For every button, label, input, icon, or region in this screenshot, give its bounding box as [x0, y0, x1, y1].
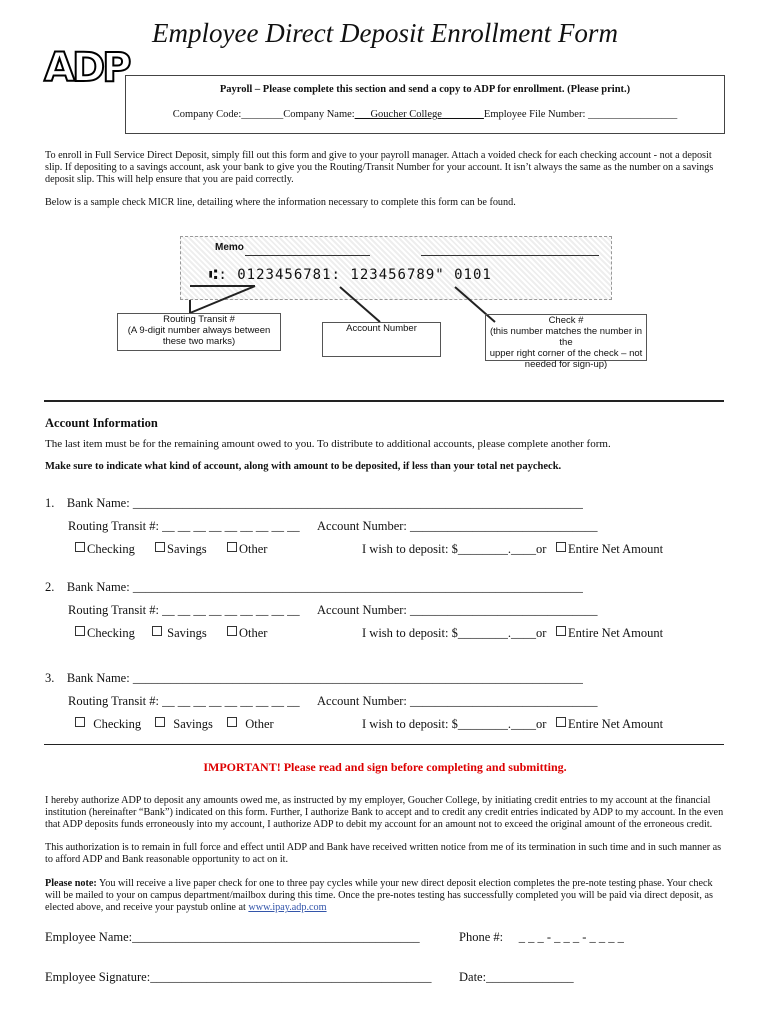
micr-line: ⑆: 0123456781: 123456789" 0101: [209, 267, 492, 283]
account-1-other[interactable]: Other: [227, 542, 267, 557]
account-1-deposit-amount[interactable]: I wish to deposit: $________.____or: [362, 542, 547, 556]
checkbox[interactable]: [75, 542, 85, 552]
account-info-heading: Account Information: [45, 416, 158, 430]
checkbox[interactable]: [556, 542, 566, 552]
account-3-savings[interactable]: Savings: [155, 717, 213, 732]
checkbox[interactable]: [227, 542, 237, 552]
account-3-deposit-amount[interactable]: I wish to deposit: $________.____or: [362, 717, 547, 731]
micr-intro: Below is a sample check MICR line, detailing where the information necessary to complete this form can be found.: [45, 197, 516, 208]
account-2-checking[interactable]: Checking: [75, 626, 135, 641]
account-1-bank-row: 1. Bank Name: ________________________________________________________________________: [45, 496, 583, 510]
account-2-account-number[interactable]: Account Number: ______________________________: [317, 603, 598, 617]
employee-file-label: Employee File Number:: [483, 109, 586, 120]
company-code-field[interactable]: ________: [241, 109, 284, 120]
checkbox[interactable]: [155, 542, 165, 552]
account-info-line2: Make sure to indicate what kind of account, along with amount to be deposited, if less than your total net paycheck.: [45, 461, 562, 472]
account-2-bank-row: 2. Bank Name: ________________________________________________________________________: [45, 580, 583, 594]
checkbox[interactable]: [152, 626, 162, 636]
payroll-instruction: Payroll – Please complete this section and send a copy to ADP for enrollment. (Please print.): [219, 84, 631, 95]
bank-name-field[interactable]: ________________________________________________________________________: [132, 580, 583, 594]
checkbox[interactable]: [556, 626, 566, 636]
checkbox[interactable]: [227, 626, 237, 636]
account-arrow: [340, 287, 380, 322]
bank-name-field[interactable]: ________________________________________________________________________: [132, 671, 583, 685]
memo-label: Memo: [215, 242, 244, 253]
routing-arrow: [190, 286, 255, 313]
checkbox[interactable]: [556, 717, 566, 727]
account-1-routing[interactable]: Routing Transit #: __ __ __ __ __ __ __ __ __: [68, 519, 300, 533]
bank-name-field[interactable]: ________________________________________________________________________: [132, 496, 583, 510]
company-name-field[interactable]: ___Goucher College________: [354, 109, 484, 120]
force-paragraph: This authorization is to remain in full force and effect until ADP and Bank have received written notice from me of its termination in such time and in such manner as to afford ADP and Bank reasonable opportunity to act on it.: [45, 842, 722, 866]
account-1-account-number[interactable]: Account Number: ______________________________: [317, 519, 598, 533]
account-info-line1: The last item must be for the remaining amount owed to you. To distribute to additional accounts, please complete another form.: [45, 438, 611, 450]
account-3-checking[interactable]: Checking: [75, 717, 141, 732]
account-1-checking[interactable]: Checking: [75, 542, 135, 557]
checkbox[interactable]: [75, 717, 85, 727]
account-3-other[interactable]: Other: [227, 717, 274, 732]
divider: [44, 400, 724, 402]
account-2-other[interactable]: Other: [227, 626, 267, 641]
routing-callout: Routing Transit # (A 9-digit number always between these two marks): [117, 313, 281, 351]
signature-row[interactable]: Employee Signature:_____________________________________________: [45, 970, 432, 984]
account-2-deposit-amount[interactable]: I wish to deposit: $________.____or: [362, 626, 547, 640]
account-3-bank-row: 3. Bank Name: ________________________________________________________________________: [45, 671, 583, 685]
intro-paragraph: To enroll in Full Service Direct Deposit, simply fill out this form and give to your payroll manager. Attach a voided check for each checking account - not a deposit slip. If depositing to a savings account, ask your bank to give you the Routing/Transit Number for your account. It isn’t always the same as the number on a savings deposit slip. This will help ensure that you are paid correctly.: [45, 150, 714, 186]
form-title: Employee Direct Deposit Enrollment Form: [152, 18, 618, 48]
account-1-entire-net[interactable]: Entire Net Amount: [556, 542, 663, 557]
account-2-savings[interactable]: Savings: [152, 626, 207, 641]
account-1-savings[interactable]: Savings: [155, 542, 207, 557]
checkbox[interactable]: [75, 626, 85, 636]
account-3-routing[interactable]: Routing Transit #: __ __ __ __ __ __ __ __ __: [68, 694, 300, 708]
employee-name-row[interactable]: Employee Name:______________________________________________: [45, 930, 420, 944]
employee-file-field[interactable]: _________________: [588, 109, 678, 120]
authorization-paragraph: I hereby authorize ADP to deposit any amounts owed me, as instructed by my employer, Goucher College, by initiating credit entries to my account at the financial institution (hereinafter “Bank”) indicated on this form. Further, I authorize Bank to accept and to credit any credit entries indicated by ADP to my account. In the even that ADP deposits funds erroneously into my account, I authorize ADP to debit my account for an amount not to exceed the original amount of the erroneous credit.: [45, 795, 724, 831]
checkbox[interactable]: [155, 717, 165, 727]
checkbox[interactable]: [227, 717, 237, 727]
company-code-label: Company Code:: [172, 109, 242, 120]
account-3-entire-net[interactable]: Entire Net Amount: [556, 717, 663, 732]
note-paragraph: Please note: You will receive a live paper check for one to three pay cycles while your new direct deposit election completes the pre-note testing phase. Your check will be mailed to your on campus department/mailbox during this time. Once the pre-notes testing has successfully completed you will be paid via direct deposit, as elected above, and receive your paystub online at www.ipay.adp.com: [45, 878, 713, 914]
account-2-entire-net[interactable]: Entire Net Amount: [556, 626, 663, 641]
phone-row[interactable]: Phone #: _ _ _ - _ _ _ - _ _ _ _: [459, 930, 624, 944]
divider: [44, 744, 724, 745]
account-2-routing[interactable]: Routing Transit #: __ __ __ __ __ __ __ __ __: [68, 603, 300, 617]
account-3-account-number[interactable]: Account Number: ______________________________: [317, 694, 598, 708]
important-notice: IMPORTANT! Please read and sign before completing and submitting.: [203, 760, 567, 774]
account-callout: Account Number: [322, 322, 441, 357]
check-number-callout: Check # (this number matches the number in the upper right corner of the check – not needed for sign-up): [485, 314, 647, 361]
ipay-link[interactable]: www.ipay.adp.com: [248, 902, 327, 914]
adp-logo: ADP: [44, 45, 129, 91]
company-name-label: Company Name:: [283, 109, 355, 120]
date-row[interactable]: Date:______________: [459, 970, 574, 984]
